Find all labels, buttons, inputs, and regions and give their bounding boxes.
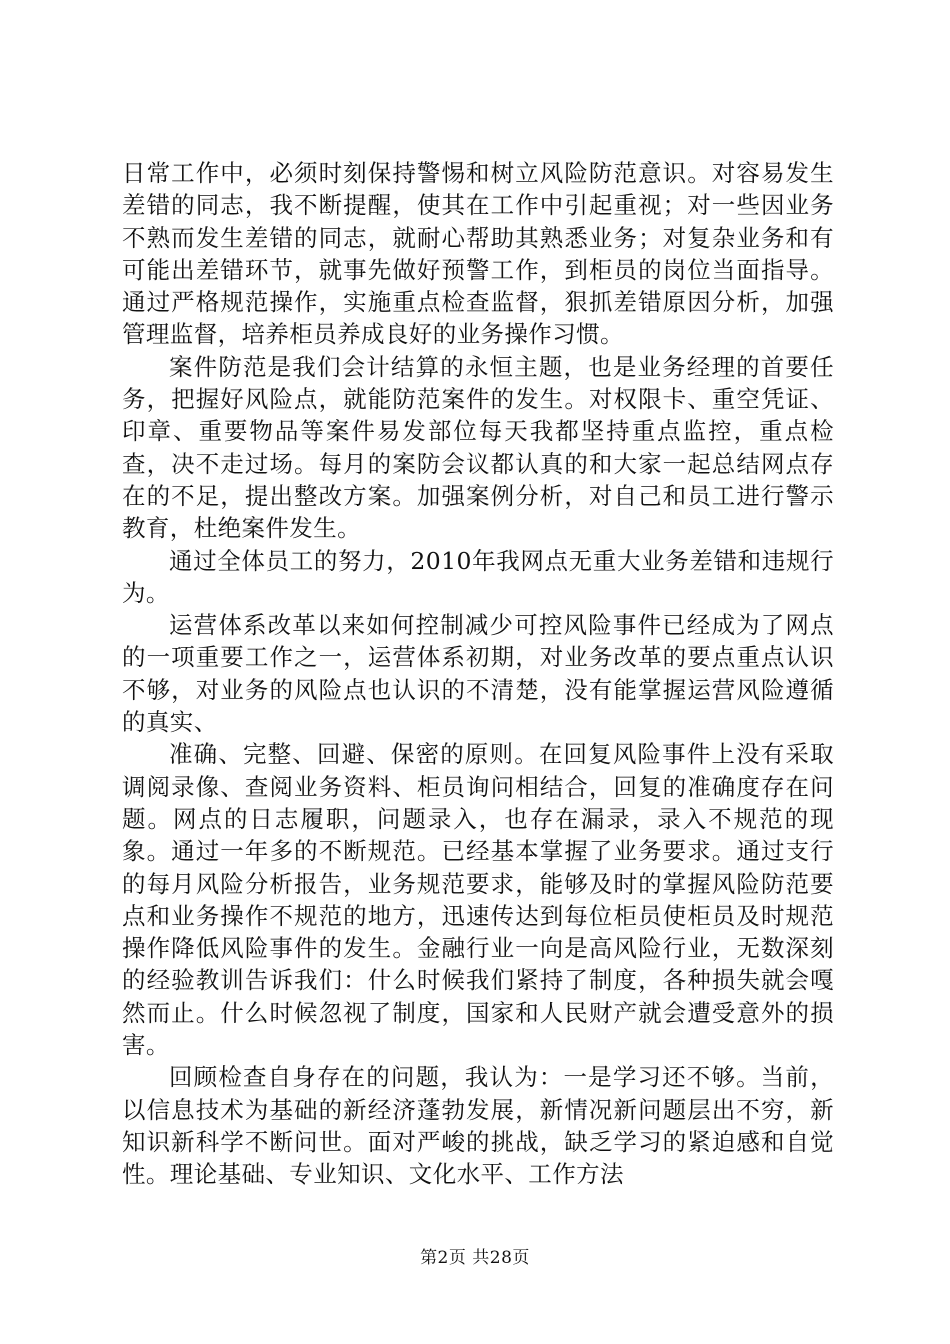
- paragraph-5: 准确、完整、回避、保密的原则。在回复风险事件上没有采取调阅录像、查阅业务资料、柜员询问相结合，回复的准确度存在问题。网点的日志履职，问题录入，也存在漏录，录入不规范的现象。通过一年多的不断规范。已经基本掌握了业务要求。通过支行的每月风险分析报告，业务规范要求，能够及时的掌握风险防范要点和业务操作不规范的地方，迅速传达到每位柜员使柜员及时规范操作降低风险事件的发生。金融行业一向是高风险行业，无数深刻的经验教训告诉我们：什么时候我们紧持了制度，各种损失就会嘎然而止。什么时候忽视了制度，国家和人民财产就会遭受意外的损害。: [122, 740, 834, 1060]
- paragraph-2: 案件防范是我们会计结算的永恒主题，也是业务经理的首要任务，把握好风险点，就能防范案件的发生。对权限卡、重空凭证、印章、重要物品等案件易发部位每天我都坚持重点监控，重点检查，决不走过场。每月的案防会议都认真的和大家一起总结网点存在的不足，提出整改方案。加强案例分析，对自己和员工进行警示教育，杜绝案件发生。: [122, 352, 834, 543]
- paragraph-3: 通过全体员工的努力，2010年我网点无重大业务差错和违规行为。: [122, 546, 834, 607]
- paragraph-4: 运营体系改革以来如何控制减少可控风险事件已经成为了网点的一项重要工作之一，运营体系初期，对业务改革的要点重点认识不够，对业务的风险点也认识的不清楚，没有能掌握运营风险遵循的真实、: [122, 611, 834, 737]
- paragraph-6: 回顾检查自身存在的问题，我认为：一是学习还不够。当前，以信息技术为基础的新经济蓬勃发展，新情况新问题层出不穷，新知识新科学不断问世。面对严峻的挑战，缺乏学习的紧迫感和自觉性。理论基础、专业知识、文化水平、工作方法: [122, 1063, 834, 1189]
- paragraph-1: 日常工作中，必须时刻保持警惕和树立风险防范意识。对容易发生差错的同志，我不断提醒，使其在工作中引起重视；对一些因业务不熟而发生差错的同志，就耐心帮助其熟悉业务；对复杂业务和有可能出差错环节，就事先做好预警工作，到柜员的岗位当面指导。通过严格规范操作，实施重点检查监督，狠抓差错原因分析，加强管理监督，培养柜员养成良好的业务操作习惯。: [122, 159, 834, 349]
- page-number-footer: 第2页 共28页: [420, 1248, 530, 1268]
- document-body: [122, 157, 834, 1191]
